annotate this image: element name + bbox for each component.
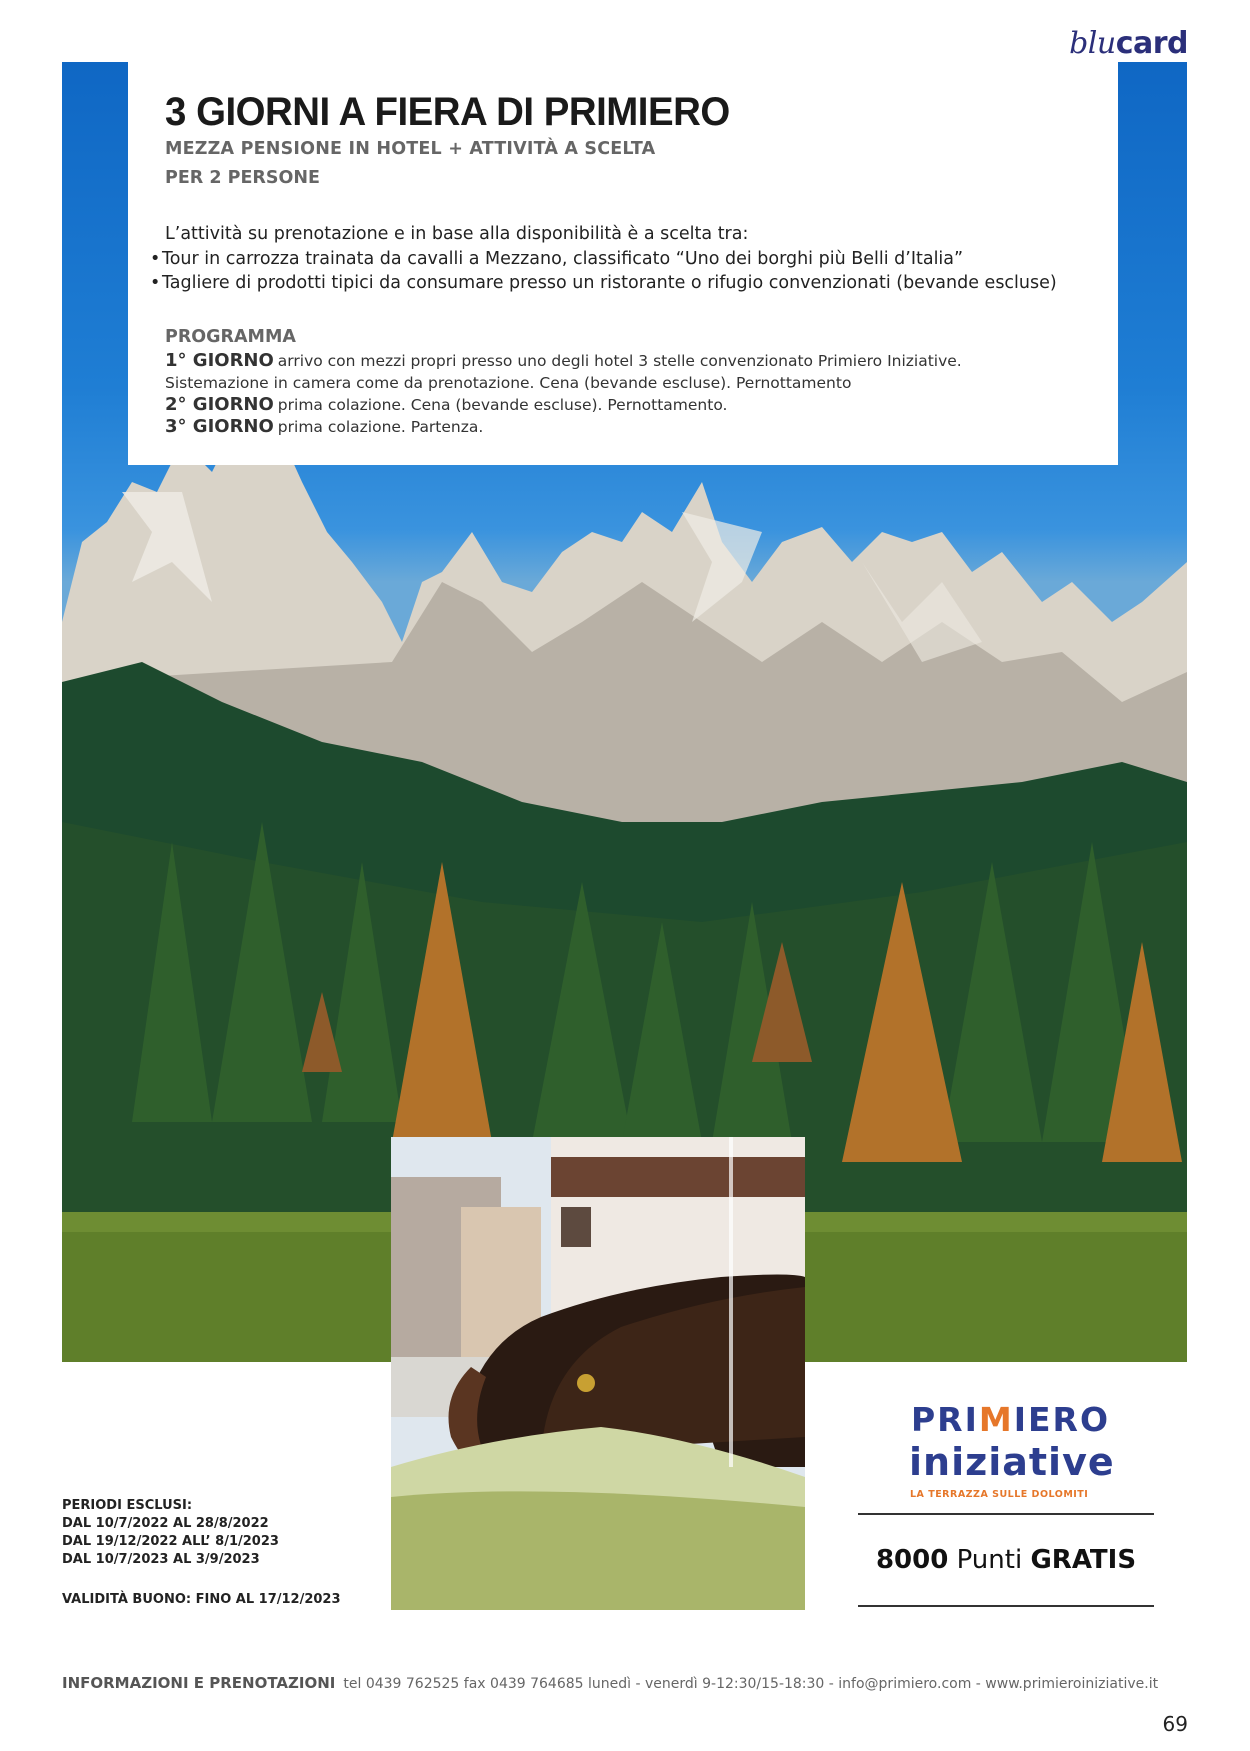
programma-day (165, 372, 962, 394)
day-label: 1° GIORNO (165, 350, 274, 371)
footer-info (62, 1674, 1158, 1692)
day-text: arrivo con mezzi propri presso uno degli hotel 3 stelle convenzionato Primiero Iniziative. (277, 352, 962, 370)
primiero-iniziative-logo (880, 1400, 1130, 1500)
period-item: DAL 10/7/2022 AL 28/8/2022 (62, 1516, 269, 1531)
period-item: DAL 19/12/2022 ALL’ 8/1/2023 (62, 1534, 279, 1549)
periods-heading: PERIODI ESCLUSI: (62, 1498, 193, 1513)
day-text: Sistemazione in camera come da prenotazione. Cena (bevande escluse). Pernottamento (165, 374, 852, 392)
offer-title: 3 GIORNI A FIERA DI PRIMIERO (165, 90, 730, 134)
period-item: DAL 10/7/2023 AL 3/9/2023 (62, 1552, 260, 1567)
points-price (858, 1545, 1154, 1575)
points-value: 8000 (875, 1545, 949, 1575)
list-item: • Tagliere di prodotti tipici da consumare presso un ristorante o rifugio convenzionati (bevande escluse) (148, 271, 1057, 295)
activity-list (148, 247, 1057, 295)
excluded-periods (62, 1497, 279, 1569)
horses-photo (391, 1137, 805, 1610)
page-number: 69 (1162, 1712, 1188, 1736)
day-label: 2° GIORNO (165, 394, 274, 415)
points-label: GRATIS (1030, 1545, 1137, 1575)
programma-day (165, 350, 962, 372)
day-text: prima colazione. Cena (bevande escluse). Pernottamento. (277, 396, 728, 414)
points-unit: Punti (956, 1545, 1023, 1575)
footer-contacts: tel 0439 762525 fax 0439 764685 lunedì - venerdì 9-12:30/15-18:30 - info@primiero.com - www.primieroiniziative.it (343, 1676, 1159, 1692)
brand-logo (1069, 26, 1188, 61)
offer-intro: L’attività su prenotazione e in base alla disponibilità è a scelta tra: (165, 224, 749, 244)
brand-light: blu (1069, 26, 1116, 61)
programma-heading: PROGRAMMA (165, 327, 296, 347)
footer-label: INFORMAZIONI E PRENOTAZIONI (62, 1674, 336, 1692)
offer-persons: PER 2 PERSONE (165, 168, 320, 188)
brand-bold: card (1115, 26, 1188, 61)
logo-line2: iniziative (909, 1440, 1115, 1484)
programma-list (165, 350, 962, 438)
day-text: prima colazione. Partenza. (277, 418, 484, 436)
day-label: 3° GIORNO (165, 416, 274, 437)
list-item: • Tour in carrozza trainata da cavalli a Mezzano, classificato “Uno dei borghi più Belli d’Italia” (148, 247, 1057, 271)
programma-day (165, 416, 962, 438)
programma-day (165, 394, 962, 416)
divider (858, 1605, 1154, 1607)
logo-line1: PRIMIERO (911, 1400, 1111, 1439)
divider (858, 1513, 1154, 1515)
logo-tagline: LA TERRAZZA SULLE DOLOMITI (910, 1489, 1089, 1500)
offer-subtitle: MEZZA PENSIONE IN HOTEL + ATTIVITÀ A SCELTA (165, 139, 656, 159)
voucher-validity: VALIDITÀ BUONO: FINO AL 17/12/2023 (62, 1592, 341, 1607)
